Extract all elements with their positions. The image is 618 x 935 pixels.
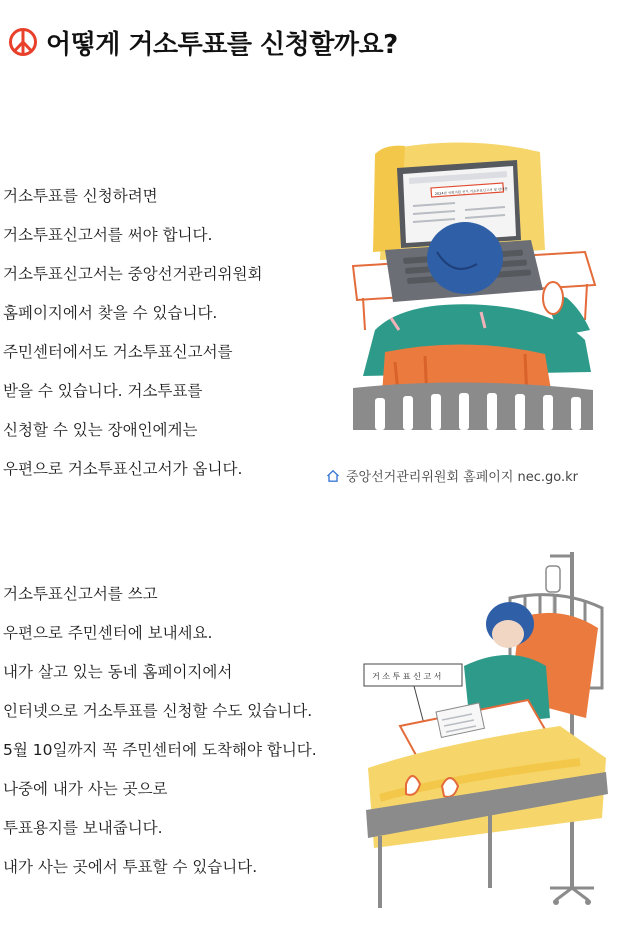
text-line: 거소투표를 신청하려면 (3, 187, 158, 205)
form-label-text: 거 소 투 표 신 고 서 (372, 672, 442, 681)
text-line: 나중에 내가 사는 곳으로 (3, 780, 168, 798)
text-line: 내가 사는 곳에서 투표할 수 있습니다. (3, 858, 258, 876)
text-line: 내가 살고 있는 동네 홈페이지에서 (3, 663, 233, 681)
text-line: 우편으로 거소투표신고서가 옵니다. (3, 460, 243, 478)
caption-text: 중앙선거관리위원회 홈페이지 nec.go.kr (346, 470, 579, 485)
text-line: 홈페이지에서 찾을 수 있습니다. (3, 304, 218, 322)
text-line: 거소투표신고서를 쓰고 (3, 585, 158, 603)
page-title: 어떻게 거소투표를 신청할까요? (46, 29, 398, 60)
text-line: 거소투표신고서는 중앙선거관리위원회 (3, 265, 263, 283)
text-line: 인터넷으로 거소투표를 신청할 수도 있습니다. (3, 702, 313, 720)
text-line: 신청할 수 있는 장애인에게는 (3, 421, 198, 439)
homepage-caption (326, 466, 578, 485)
person-using-laptop-in-bed-illustration (345, 140, 600, 430)
text-line: 거소투표신고서를 써야 합니다. (3, 226, 213, 244)
title-row (8, 22, 398, 62)
section-1-text (3, 180, 363, 479)
home-icon (326, 469, 340, 483)
text-line: 5월 10일까지 꼭 주민센터에 도착해야 합니다. (3, 741, 317, 759)
patient-writing-form-in-hospital-bed-illustration (360, 548, 618, 920)
text-line: 우편으로 주민센터에 보내세요. (3, 624, 213, 642)
section-2-text (3, 578, 363, 877)
text-line: 투표용지를 보내줍니다. (3, 819, 163, 837)
text-line: 주민센터에서도 거소투표신고서를 (3, 343, 233, 361)
screen-banner-text: 2024년 국회의원 선거 거소투표신고서 및 안내문 (434, 186, 508, 196)
vote-stamp-icon (8, 27, 38, 57)
text-line: 받을 수 있습니다. 거소투표를 (3, 382, 203, 400)
